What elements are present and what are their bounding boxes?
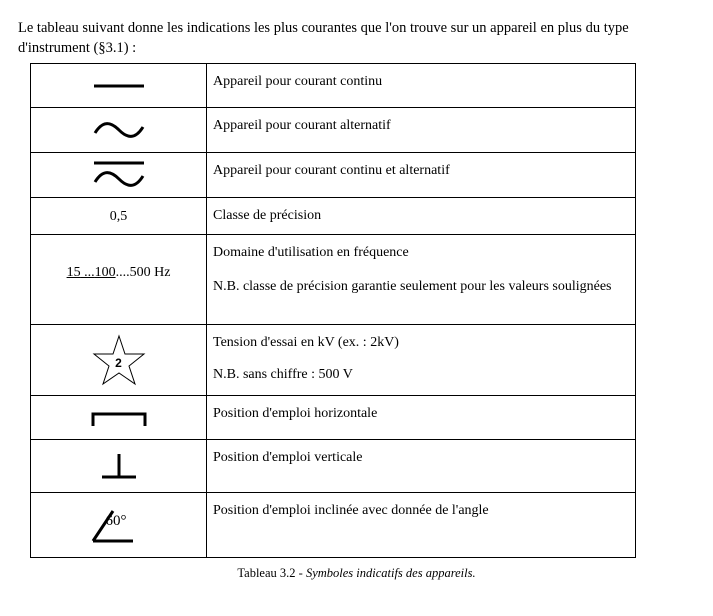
description-cell: Position d'emploi verticale bbox=[207, 440, 636, 493]
description-cell: Appareil pour courant alternatif bbox=[207, 108, 636, 153]
intro-paragraph: Le tableau suivant donne les indications les plus courantes que l'on trouve sur un appareil en plus du type d'instrument (§3.1) : bbox=[18, 20, 629, 56]
table-row bbox=[31, 108, 636, 153]
symbol-cell bbox=[31, 325, 207, 396]
description-cell: Classe de précision bbox=[207, 198, 636, 235]
table-row bbox=[31, 198, 636, 235]
symbols-table bbox=[30, 63, 636, 558]
test-voltage-value: 2 bbox=[115, 356, 122, 370]
symbol-cell bbox=[31, 153, 207, 198]
frequency-range: 15 ...100....500 Hz bbox=[66, 265, 171, 280]
description-cell: Tension d'essai en kV (ex. : 2kV) N.B. sans chiffre : 500 V bbox=[207, 325, 636, 396]
note: N.B. sans chiffre : 500 V bbox=[213, 367, 353, 382]
horizontal-position-icon bbox=[89, 407, 149, 429]
symbol-cell bbox=[31, 198, 207, 235]
table-row bbox=[31, 325, 636, 396]
ac-dc-icon bbox=[89, 157, 149, 193]
vertical-position-icon bbox=[89, 451, 149, 481]
angle-value: 60° bbox=[105, 513, 127, 529]
table-caption: Tableau 3.2 - Symboles indicatifs des appareils. bbox=[237, 566, 476, 580]
description-cell: Position d'emploi inclinée avec donnée de l'angle bbox=[207, 493, 636, 558]
description-cell: Position d'emploi horizontale bbox=[207, 396, 636, 440]
table-row bbox=[31, 440, 636, 493]
table-row bbox=[31, 396, 636, 440]
symbol-cell bbox=[31, 440, 207, 493]
symbol-cell bbox=[31, 108, 207, 153]
symbol-cell bbox=[31, 396, 207, 440]
table-row bbox=[31, 153, 636, 198]
description-cell: Domaine d'utilisation en fréquence N.B. classe de précision garantie seulement pour les valeurs soulignées bbox=[207, 235, 636, 325]
table-row bbox=[31, 235, 636, 325]
precision-class-value: 0,5 bbox=[109, 208, 128, 224]
dc-line-icon bbox=[89, 76, 149, 96]
symbol-cell bbox=[31, 493, 207, 558]
note: N.B. classe de précision garantie seulement pour les valeurs soulignées bbox=[213, 279, 612, 294]
table-row bbox=[31, 64, 636, 108]
table-row bbox=[31, 493, 636, 558]
symbol-cell bbox=[31, 64, 207, 108]
symbol-cell bbox=[31, 235, 207, 325]
ac-wave-icon bbox=[89, 118, 149, 142]
description-cell: Appareil pour courant continu et alternatif bbox=[207, 153, 636, 198]
description-cell: Appareil pour courant continu bbox=[207, 64, 636, 108]
